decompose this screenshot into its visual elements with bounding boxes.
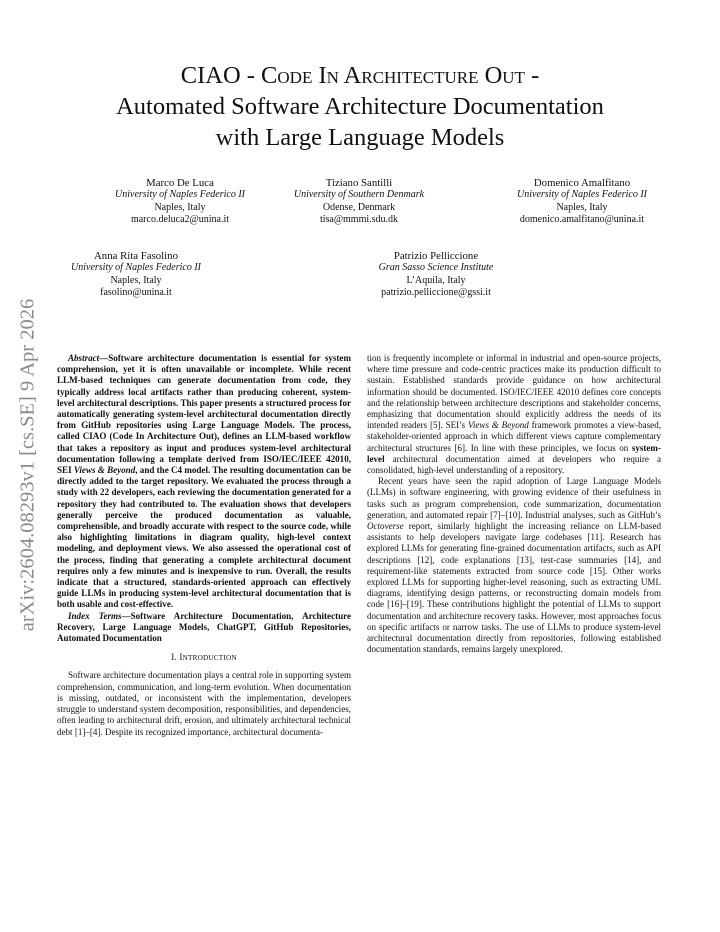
author-affiliation: University of Naples Federico II bbox=[517, 189, 647, 201]
author-name: Anna Rita Fasolino bbox=[94, 250, 178, 262]
author-email: fasolino@unina.it bbox=[100, 286, 172, 298]
author-email: patrizio.pelliccione@gssi.it bbox=[381, 286, 491, 298]
author-location: Naples, Italy bbox=[556, 201, 608, 213]
author-block-2 bbox=[259, 177, 459, 226]
arxiv-sidebar-stamp bbox=[14, 265, 42, 665]
author-affiliation: University of Naples Federico II bbox=[71, 262, 201, 274]
intro-paragraph-1-continued: tion is frequently incomplete or informal in industrial and open-source projects, where time pressure and code-centric practices make its production difficult to sustain. Established standards provide guidance on how architectural information should be documented. ISO/IEC/IEEE 42010 defines core concepts and the relationship between architecture descriptions and stakeholder concerns, emphasizing that documentation should explicitly address the needs of its intended readers [5]. SEI’s Views & Beyond framework promotes a view-based, stakeholder-oriented approach in which different views capture complementary architectural structures [6]. In line with these principles, we focus on system-level architectural documentation aimed at developers who require a consolidated, high-level understanding of a repository. bbox=[367, 353, 661, 476]
author-affiliation: University of Naples Federico II bbox=[115, 189, 245, 201]
author-email: domenico.amalfitano@unina.it bbox=[519, 213, 645, 225]
intro-paragraph-1: Software architecture documentation plays a central role in supporting system comprehension, communication, and long-term evolution. When documentation is missing, outdated, or inconsistent with the implementation, developers struggle to understand system decomposition, responsibilities, and dependencies, often leading to architectural drift, erosion, and ultimately architectural technical debt [1]–[4]. Despite its recognized importance, architectural documenta- bbox=[57, 670, 351, 737]
author-email: tisa@mmmi.sdu.dk bbox=[319, 213, 399, 225]
left-column bbox=[57, 353, 351, 738]
arxiv-identifier: arXiv:2604.08293v1 [cs.SE] 9 Apr 2026 bbox=[16, 298, 39, 632]
index-terms: Index Terms—Software Architecture Documentation, Architecture Recovery, Large Language Models, ChatGPT, GitHub Repositories, Automated Documentation bbox=[57, 610, 351, 644]
section-heading-introduction: I. INTRODUCTION bbox=[171, 652, 237, 663]
author-location: Naples, Italy bbox=[110, 274, 162, 286]
author-name: Patrizio Pelliccione bbox=[393, 250, 479, 262]
abstract-label: Abstract bbox=[68, 353, 100, 363]
author-name: Tiziano Santilli bbox=[325, 177, 393, 189]
title-line-2: Automated Software Architecture Documentation bbox=[116, 93, 604, 120]
author-name: Marco De Luca bbox=[146, 177, 214, 189]
author-block-4 bbox=[36, 250, 236, 299]
author-email: marco.deluca2@unina.it bbox=[130, 213, 230, 225]
right-column bbox=[367, 353, 661, 655]
author-location: L’Aquila, Italy bbox=[406, 274, 466, 286]
index-terms-label: Index Terms bbox=[68, 610, 122, 621]
title-line-1: CIAO - Code In Architecture Out - bbox=[180, 62, 540, 89]
author-affiliation: University of Southern Denmark bbox=[293, 189, 425, 201]
author-block-5 bbox=[336, 250, 536, 299]
author-location: Naples, Italy bbox=[154, 201, 206, 213]
paper-title bbox=[60, 60, 660, 153]
author-location: Odense, Denmark bbox=[322, 201, 396, 213]
intro-paragraph-2: Recent years have seen the rapid adoption of Large Language Models (LLMs) in software engineering, with growing evidence of their usefulness in tasks such as program comprehension, code summarization, documentation generation, and automated repair [7]–[10]. Industrial analyses, such as GitHub’s Octoverse report, similarly highlight the increasing reliance on LLM-based assistants to help developers navigate large codebases [11]. Research has explored LLMs for generating fine-grained documentation artifacts, such as API descriptions [12], code explanations [13], test-case summaries [14], and requirement-like statements extracted from source code [15]. Other works explored LLMs for supporting higher-level reasoning, such as extracting UML diagrams, identifying design patterns, or reconstructing domain models from code [16]–[19]. These contributions highlight the potential of LLMs to support documentation and architecture recovery tasks. However, most approaches focus on specific artifacts or narrow tasks. The use of LLMs to produce system-level architectural documentation directly from repositories, following established documentation standards, remains largely unexplored. bbox=[367, 476, 661, 655]
abstract: Abstract—Software architecture documentation is essential for system comprehension, yet it is often unavailable or incomplete. While recent LLM-based techniques can generate documentation from code, they typically address local artifacts rather than producing coherent, system-level architectural descriptions. This paper presents a structured process for automatically generating system-level architectural documentation directly from GitHub repositories using Large Language Models. The process, called CIAO (Code In Architecture Out), defines an LLM-based workflow that takes a repository as input and produces system-level architectural documentation following a template derived from ISO/IEC/IEEE 42010, SEI Views & Beyond, and the C4 model. The resulting documentation can be directly added to the target repository. We evaluated the process through a study with 22 developers, each reviewing the documentation generated for a repository they had contributed to. The evaluation shows that developers generally perceive the produced documentation as valuable, comprehensible, and broadly accurate with respect to the source code, while also highlighting limitations in diagram quality, high-level context modeling, and deployment views. We also assessed the operational cost of the process, finding that generating a complete architectural document requires only a few minutes and is inexpensive to run. Overall, the results indicate that a structured, standards-oriented approach can effectively guide LLMs in producing system-level architectural documentation that is both usable and cost-effective. bbox=[57, 353, 351, 610]
author-name: Domenico Amalfitano bbox=[533, 177, 631, 189]
author-block-1 bbox=[80, 177, 280, 226]
author-affiliation: Gran Sasso Science Institute bbox=[378, 262, 494, 274]
title-line-3: with Large Language Models bbox=[215, 124, 505, 151]
author-block-3 bbox=[482, 177, 682, 226]
